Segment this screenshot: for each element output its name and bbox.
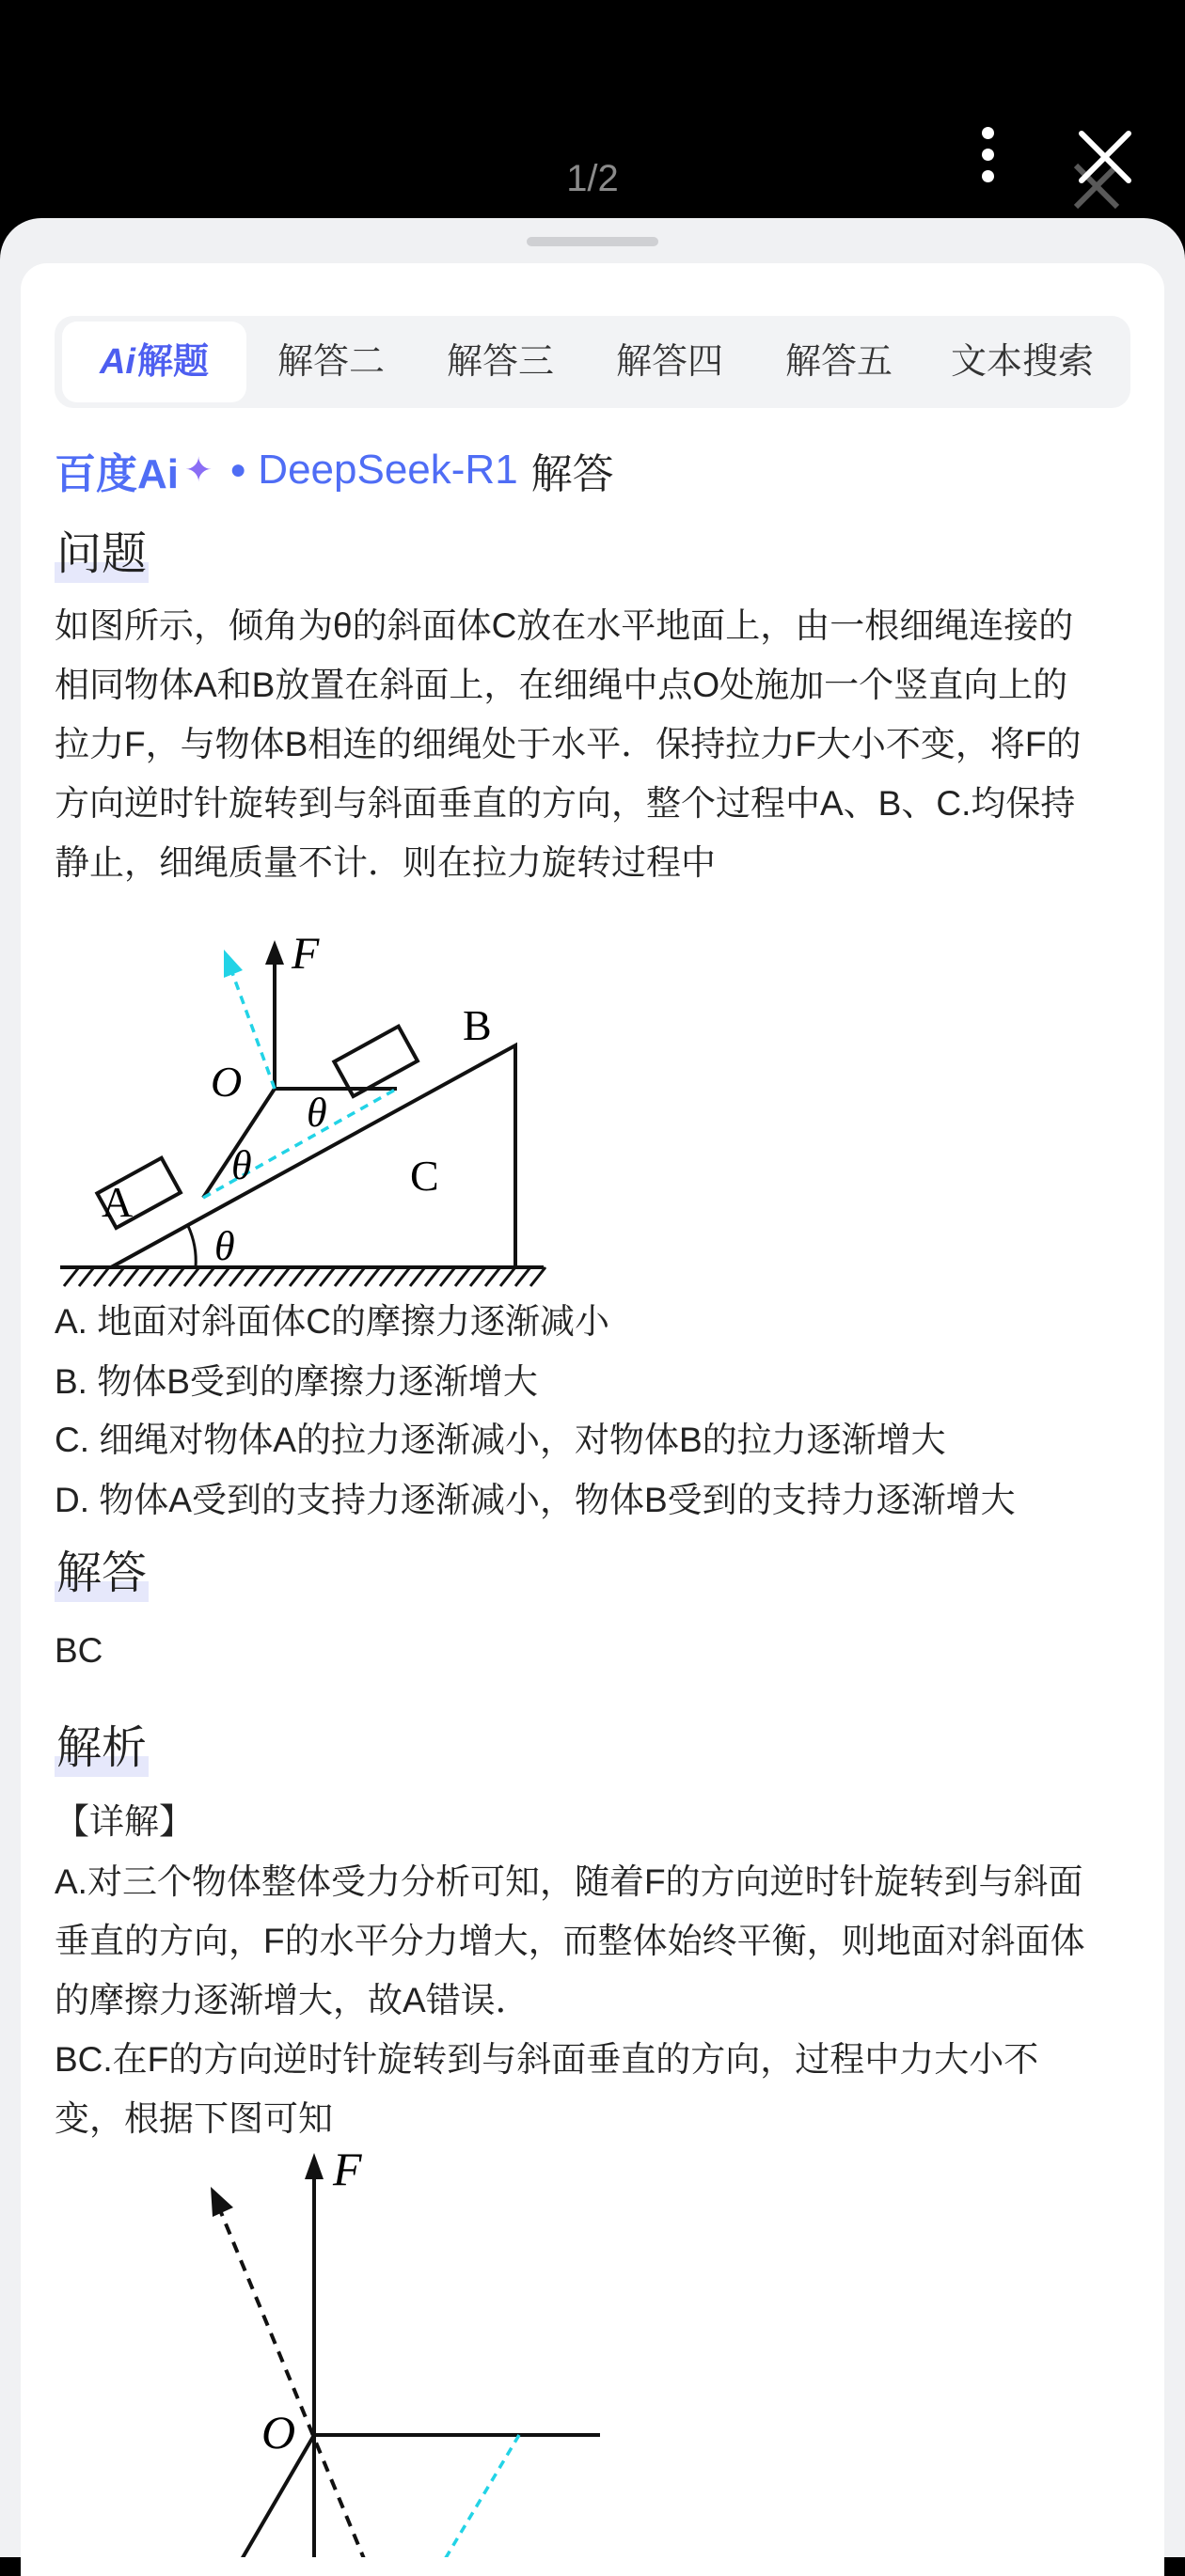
option-d: D. 物体A受到的支持力逐渐减小，物体B受到的支持力逐渐增大 — [55, 1481, 1016, 1519]
option-b: B. 物体B受到的摩擦力逐渐增大 — [55, 1362, 538, 1401]
tab-answer-4[interactable]: 解答四 — [615, 342, 723, 382]
label-theta-1: θ — [307, 1090, 327, 1136]
cyan-dashed-line — [444, 2435, 519, 2557]
tab-answer-2[interactable]: 解答二 — [276, 342, 385, 382]
question-figure — [55, 933, 562, 1299]
dashed-force-line — [218, 2206, 365, 2557]
option-c: C. 细绳对物体A的拉力逐渐减小，对物体B的拉力逐渐增大 — [55, 1421, 946, 1459]
answer-tabs — [55, 316, 1130, 408]
model-attribution — [55, 442, 614, 498]
viewer-top-bar — [0, 0, 1185, 226]
tab-ai-solve[interactable]: Ai 解题 — [62, 322, 246, 402]
close-ghost-icon — [1070, 160, 1123, 212]
vertical-force-arrowhead — [305, 2153, 324, 2179]
answer-title: 解答 — [55, 1546, 149, 1602]
tab-answer-3[interactable]: 解答三 — [446, 342, 554, 382]
sparkle-icon: ✦ — [184, 450, 213, 489]
analysis-figure — [190, 2147, 623, 2557]
label-o: O — [211, 1058, 243, 1106]
label-a: A — [102, 1178, 134, 1226]
ai-logo-text: Ai — [99, 342, 135, 382]
option-a: A. 地面对斜面体C的摩擦力逐渐减小 — [55, 1302, 609, 1341]
label-b: B — [463, 1001, 492, 1049]
sheet-drag-handle[interactable] — [527, 237, 658, 246]
page-indicator: 1/2 — [566, 158, 619, 199]
analysis-title: 解析 — [55, 1720, 149, 1777]
label-theta-2: θ — [231, 1142, 252, 1188]
answer-sheet — [0, 218, 1185, 2557]
answer-card — [21, 263, 1164, 2576]
answer-text: BC — [55, 1631, 103, 1670]
label-theta-3: θ — [214, 1223, 235, 1269]
incline-c — [111, 1045, 515, 1267]
label-f-2: F — [333, 2147, 362, 2195]
analysis-heading: 【详解】 — [55, 1802, 194, 1841]
question-text: 如图所示，倾角为θ的斜面体C放在水平地面上，由一根细绳连接的 相同物体A和B放置在斜面上，在细绳中点O处施加一个竖直向上的 拉力F，与物体B相连的细绳处于水平．保持拉力F大小不变，将F的 方向逆时针旋转到与斜面垂直的方向，整个过程中A、B、C.均保持 静止，细绳质量不计．则在拉力旋转过程中 — [55, 606, 1082, 882]
tab-text-search[interactable]: 文本搜索 — [950, 342, 1094, 382]
force-f-arrowhead — [265, 940, 284, 965]
baidu-ai-logo: 百度Ai — [55, 451, 179, 497]
analysis-text: A.对三个物体整体受力分析可知，随着F的方向逆时针旋转到与斜面 垂直的方向，F的水平分力增大，而整体始终平衡，则地面对斜面体 的摩擦力逐渐增大，故A错误． BC.在F的方向逆时针旋转到与斜面垂直的方向，过程中力大小不 变，根据下图可知 — [55, 1862, 1085, 2138]
ground-hatching — [60, 1267, 545, 1286]
label-c: C — [410, 1152, 439, 1200]
separator-dot: ● — [229, 454, 247, 485]
more-options-icon[interactable] — [969, 127, 1006, 183]
dashed-force-arrowhead — [211, 2187, 233, 2217]
label-f: F — [292, 933, 320, 979]
question-title: 问题 — [55, 526, 149, 583]
label-o-2: O — [261, 2406, 296, 2458]
tab-answer-5[interactable]: 解答五 — [784, 342, 893, 382]
model-name: DeepSeek-R1 — [258, 447, 518, 493]
attribution-suffix: 解答 — [530, 451, 614, 497]
block-b — [334, 1027, 418, 1096]
rotated-force-arrowhead — [224, 950, 243, 978]
theta-arc-base — [188, 1226, 196, 1267]
